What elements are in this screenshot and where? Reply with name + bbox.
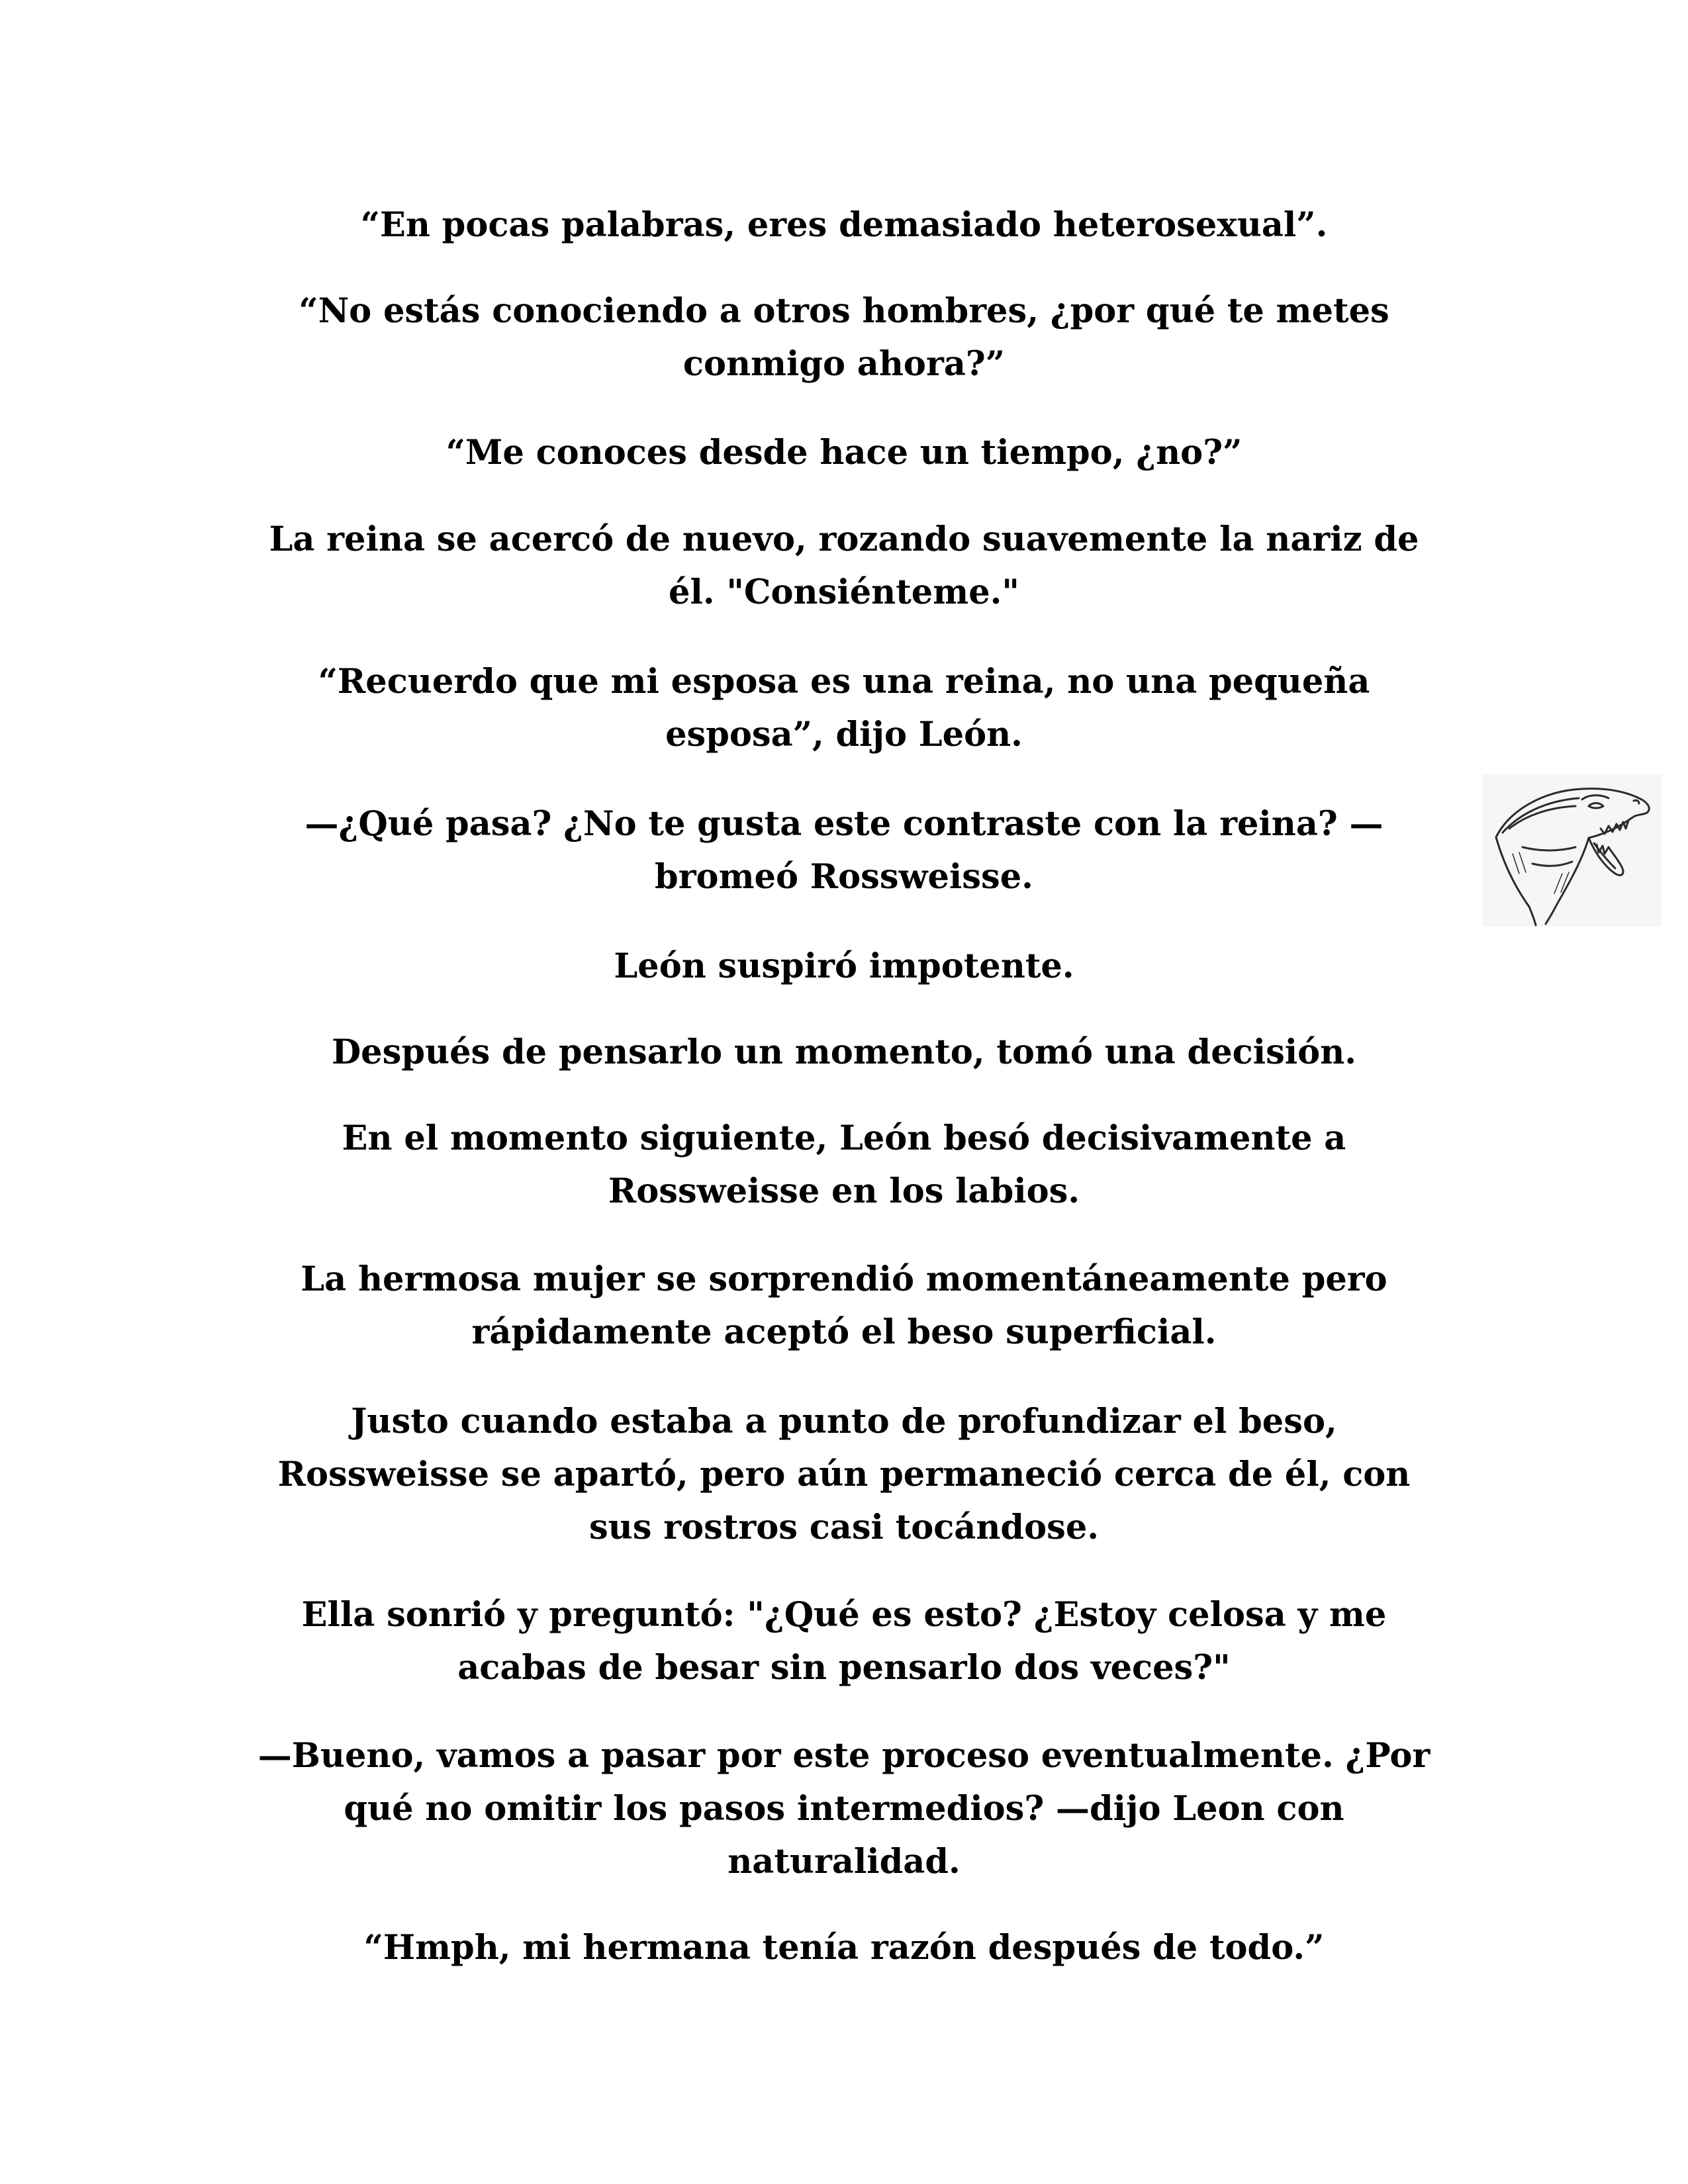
- text-line: naturalidad.: [727, 1842, 961, 1882]
- paragraph-2: [205, 285, 1483, 390]
- text-line: conmigo ahora?”: [682, 344, 1006, 384]
- text-line: sus rostros casi tocándose.: [588, 1508, 1100, 1547]
- paragraph-6: [205, 797, 1483, 903]
- paragraph-12: [205, 1588, 1483, 1694]
- paragraph-7: [205, 940, 1483, 993]
- text-line: Rossweisse en los labios.: [608, 1171, 1080, 1211]
- text-line: “Recuerdo que mi esposa es una reina, no una pequeña: [318, 662, 1370, 702]
- text-line: —Bueno, vamos a pasar por este proceso eventualmente. ¿Por: [258, 1736, 1430, 1776]
- paragraph-9: [205, 1112, 1483, 1218]
- text-line: Rossweisse se apartó, pero aún permaneció cerca de él, con: [277, 1455, 1411, 1494]
- paragraph-13: [205, 1729, 1483, 1888]
- text-line: —¿Qué pasa? ¿No te gusta este contraste con la reina? —: [305, 804, 1383, 844]
- text-line: La reina se acercó de nuevo, rozando suavemente la nariz de: [269, 520, 1419, 559]
- text-line: “Me conoces desde hace un tiempo, ¿no?”: [445, 433, 1243, 473]
- text-line: acabas de besar sin pensarlo dos veces?": [457, 1648, 1231, 1688]
- text-line: Ella sonrió y preguntó: "¿Qué es esto? ¿Estoy celosa y me: [301, 1595, 1387, 1635]
- dinosaur-head-sketch-icon: [1483, 774, 1662, 927]
- text-line: La hermosa mujer se sorprendió momentáneamente pero: [301, 1259, 1387, 1299]
- text-line: En el momento siguiente, León besó decisivamente a: [342, 1118, 1346, 1158]
- paragraph-5: [205, 655, 1483, 761]
- text-line: qué no omitir los pasos intermedios? —dijo Leon con: [344, 1789, 1344, 1829]
- paragraph-3: [205, 426, 1483, 479]
- paragraph-4: [205, 513, 1483, 619]
- paragraph-11: [205, 1395, 1483, 1554]
- text-line: esposa”, dijo León.: [665, 715, 1023, 754]
- paragraph-1: [205, 199, 1483, 251]
- text-line: León suspiró impotente.: [614, 946, 1074, 986]
- paragraph-10: [205, 1253, 1483, 1359]
- text-line: Justo cuando estaba a punto de profundizar el beso,: [351, 1402, 1337, 1441]
- text-line: “Hmph, mi hermana tenía razón después de todo.”: [363, 1928, 1325, 1968]
- text-line: bromeó Rossweisse.: [655, 857, 1033, 897]
- text-line: rápidamente aceptó el beso superficial.: [471, 1312, 1217, 1352]
- text-line: “No estás conociendo a otros hombres, ¿por qué te metes: [299, 291, 1389, 331]
- paragraph-14: [205, 1921, 1483, 1974]
- paragraph-8: [205, 1026, 1483, 1079]
- text-line: “En pocas palabras, eres demasiado heterosexual”.: [360, 205, 1328, 245]
- text-line: él. "Consiénteme.": [669, 572, 1019, 612]
- text-line: Después de pensarlo un momento, tomó una decisión.: [331, 1032, 1357, 1072]
